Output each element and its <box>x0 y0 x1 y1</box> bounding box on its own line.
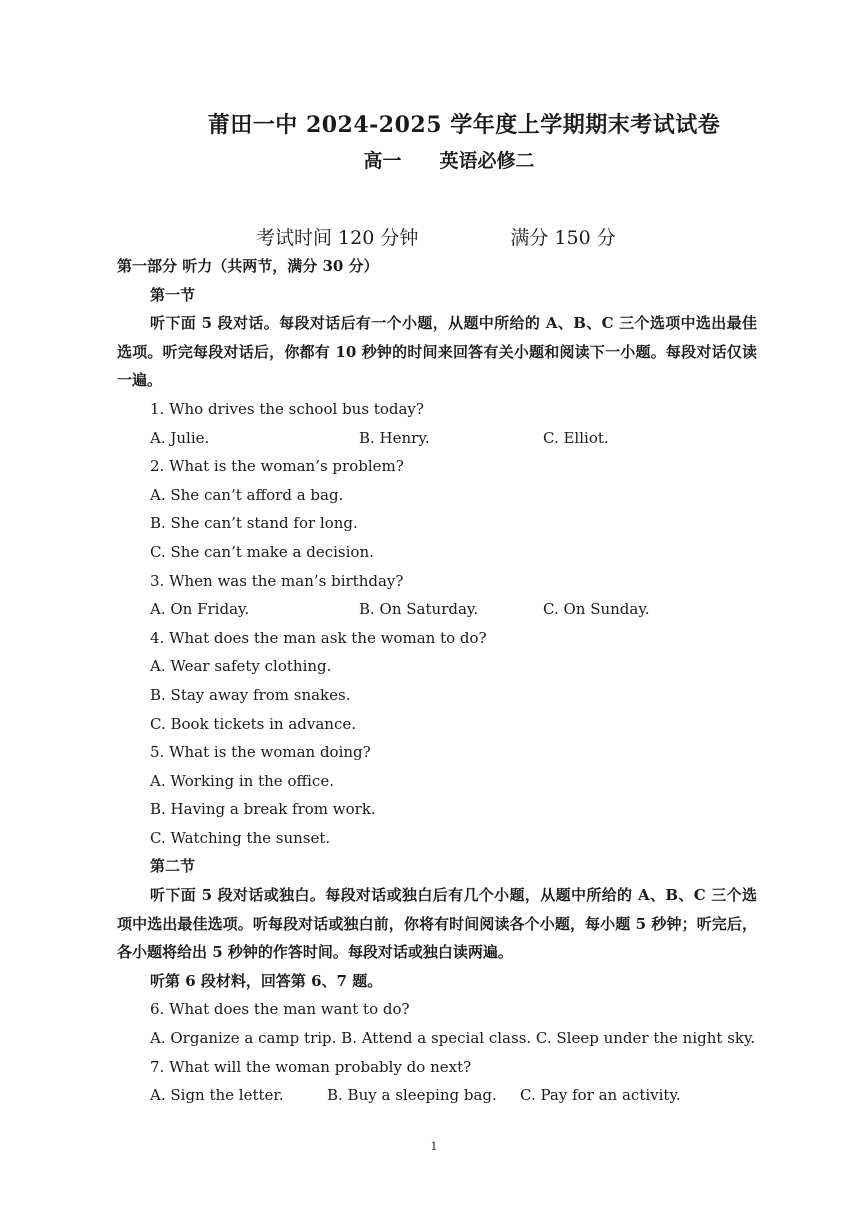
question-2-stem: 2. What is the woman’s problem? <box>150 457 404 476</box>
exam-time: 考试时间 120 分钟 <box>256 227 419 249</box>
option-a: A. She can’t afford a bag. <box>150 485 344 504</box>
option-b: B. She can’t stand for long. <box>150 514 358 533</box>
section1-heading: 第一节 <box>150 285 196 304</box>
option-b: B. Henry. <box>359 428 430 447</box>
option-a: A. On Friday. <box>150 600 250 619</box>
question-1-stem: 1. Who drives the school bus today? <box>150 399 424 418</box>
option-a: A. Wear safety clothing. <box>150 657 332 676</box>
exam-meta <box>256 223 616 250</box>
option-b: B. Buy a sleeping bag. <box>327 1086 497 1105</box>
question-7-stem: 7. What will the woman probably do next? <box>150 1057 472 1076</box>
full-score: 满分 150 分 <box>510 227 616 249</box>
section1-instructions: 听下面 5 段对话。每段对话后有一个小题，从题中所给的 A、B、C 三个选项中选出最佳选项。听完每段对话后，你都有 10 秒钟的时间来回答有关小题和阅读下一小题。每段对话仅读一遍。 <box>117 314 757 390</box>
option-c: C. She can’t make a decision. <box>150 542 374 561</box>
page-number: 1 <box>430 1140 438 1153</box>
option-a: A. Working in the office. <box>150 771 334 790</box>
option-b: B. On Saturday. <box>359 600 479 619</box>
question-1-options <box>117 424 757 453</box>
part1-heading: 第一部分 听力（共两节，满分 30 分） <box>117 257 379 275</box>
exam-subtitle <box>0 146 868 173</box>
subject-label: 英语必修二 <box>439 150 535 172</box>
option-a: A. Julie. <box>150 428 210 447</box>
material-6-heading: 听第 6 段材料，回答第 6、7 题。 <box>150 971 383 990</box>
question-3-stem: 3. When was the man’s birthday? <box>150 571 404 590</box>
option-c: C. Book tickets in advance. <box>150 714 357 733</box>
exam-title: 莆田一中 2024-2025 学年度上学期期末考试试卷 <box>207 112 721 138</box>
section2-instructions: 听下面 5 段对话或独白。每段对话或独白后有几个小题，从题中所给的 A、B、C 三个选项中选出最佳选项。听每段对话或独白前，你将有时间阅读各个小题，每小题 5 秒钟；听完后，各小题将给出 5 秒钟的作答时间。每段对话或独白读两遍。 <box>117 886 757 962</box>
question-5-stem: 5. What is the woman doing? <box>150 743 371 762</box>
question-6-stem: 6. What does the man want to do? <box>150 1000 410 1019</box>
option-b: B. Having a break from work. <box>150 800 376 819</box>
grade-label: 高一 <box>363 150 402 172</box>
option-c: C. On Sunday. <box>543 600 650 619</box>
question-7-options <box>117 1081 757 1110</box>
question-3-options <box>117 595 757 624</box>
option-c: C. Elliot. <box>543 428 609 447</box>
option-c: C. Pay for an activity. <box>520 1086 681 1105</box>
option-c: C. Watching the sunset. <box>150 828 331 847</box>
section2-heading: 第二节 <box>150 857 196 876</box>
exam-body <box>117 252 757 1110</box>
question-6-options: A. Organize a camp trip. B. Attend a special class. C. Sleep under the night sky. <box>150 1029 756 1048</box>
question-4-stem: 4. What does the man ask the woman to do? <box>150 628 487 647</box>
option-a: A. Sign the letter. <box>150 1086 284 1105</box>
option-b: B. Stay away from snakes. <box>150 685 351 704</box>
